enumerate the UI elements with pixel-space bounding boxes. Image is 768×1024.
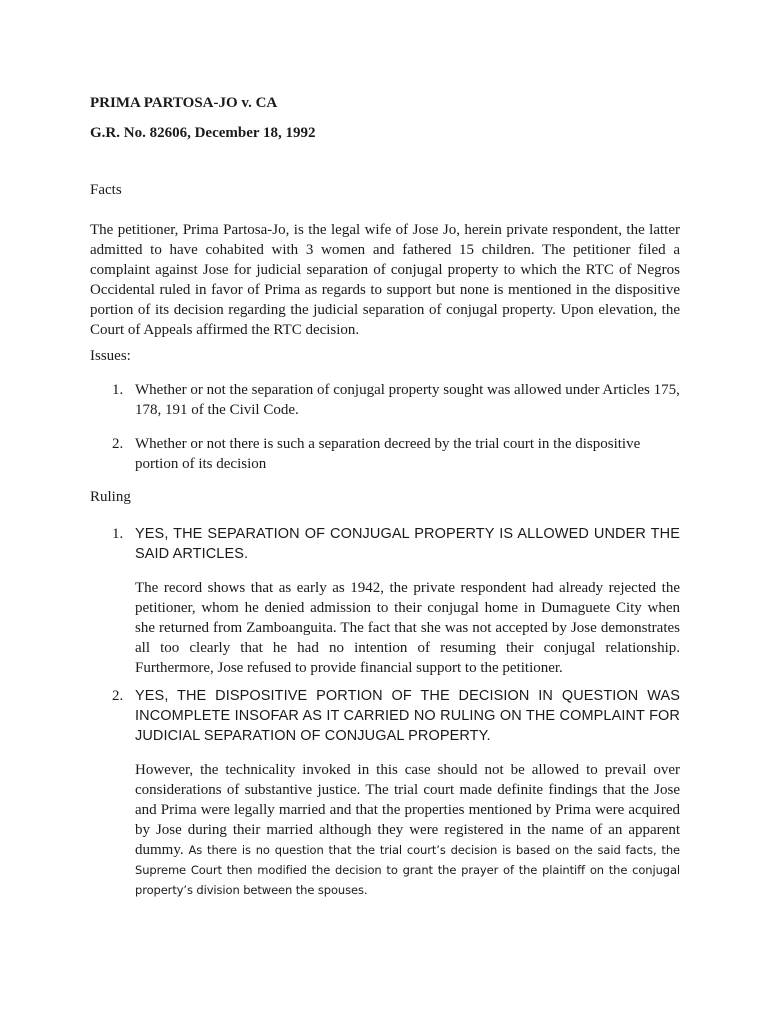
issue-text: Whether or not there is such a separation decreed by the trial court in the dispositive portion of its decision (135, 436, 641, 472)
ruling-body-1: The record shows that as early as 1942, the private respondent had already rejected the petitioner, whom he denied admission to their conjugal home in Dumaguete City when she returned from Zamboanguita. The fact that she was not accepted by Jose demonstrates all too clearly that he had no intention of resuming their conjugal relationship. Furthermore, Jose refused to provide financial support to the petitioner. (135, 580, 680, 676)
ruling-heading: Ruling (90, 489, 131, 505)
ruling-head: YES, THE DISPOSITIVE PORTION OF THE DECISION IN QUESTION WAS INCOMPLETE INSOFAR AS IT CARRIED NO RULING ON THE COMPLAINT FOR JUDICIAL SEPARATION OF CONJUGAL PROPERTY. (135, 688, 680, 744)
case-citation: G.R. No. 82606, December 18, 1992 (90, 125, 316, 141)
ruling-number: 1. (112, 526, 124, 542)
ruling-body-2-part2: As there is no question that the trial court’s decision is based on the said facts, the Supreme Court then modified the decision to grant the prayer of the plaintiff on the conjugal property’s division between the spouses. (135, 843, 680, 897)
case-title: PRIMA PARTOSA-JO v. CA (90, 95, 278, 111)
facts-paragraph: The petitioner, Prima Partosa-Jo, is the legal wife of Jose Jo, herein private respondent, the latter admitted to have cohabited with 3 women and fathered 15 children. The petitioner filed a complaint against Jose for judicial separation of conjugal property to which the RTC of Negros Occidental ruled in favor of Prima as regards to support but none is mentioned in the dispositive portion of its decision regarding the judicial separation of conjugal property. Upon elevation, the Court of Appeals affirmed the RTC decision. (90, 222, 680, 338)
issue-text: Whether or not the separation of conjugal property sought was allowed under Articles 175, 178, 191 of the Civil Code. (135, 382, 680, 418)
ruling-head: YES, THE SEPARATION OF CONJUGAL PROPERTY IS ALLOWED UNDER THE SAID ARTICLES. (135, 526, 680, 562)
issues-heading: Issues: (90, 348, 131, 364)
facts-heading: Facts (90, 182, 122, 198)
issue-number: 2. (112, 436, 124, 452)
issue-number: 1. (112, 382, 124, 398)
ruling-number: 2. (112, 688, 124, 704)
ruling-body-2-part1: However, the technicality invoked in this case should not be allowed to prevail over considerations of substantive justice. The trial court made definite findings that the Jose and Prima were legally married and that the properties mentioned by Prima were acquired by Jose during their married although they were registered in the name of an apparent dummy. (135, 762, 680, 858)
ruling-body-2 (135, 760, 680, 900)
